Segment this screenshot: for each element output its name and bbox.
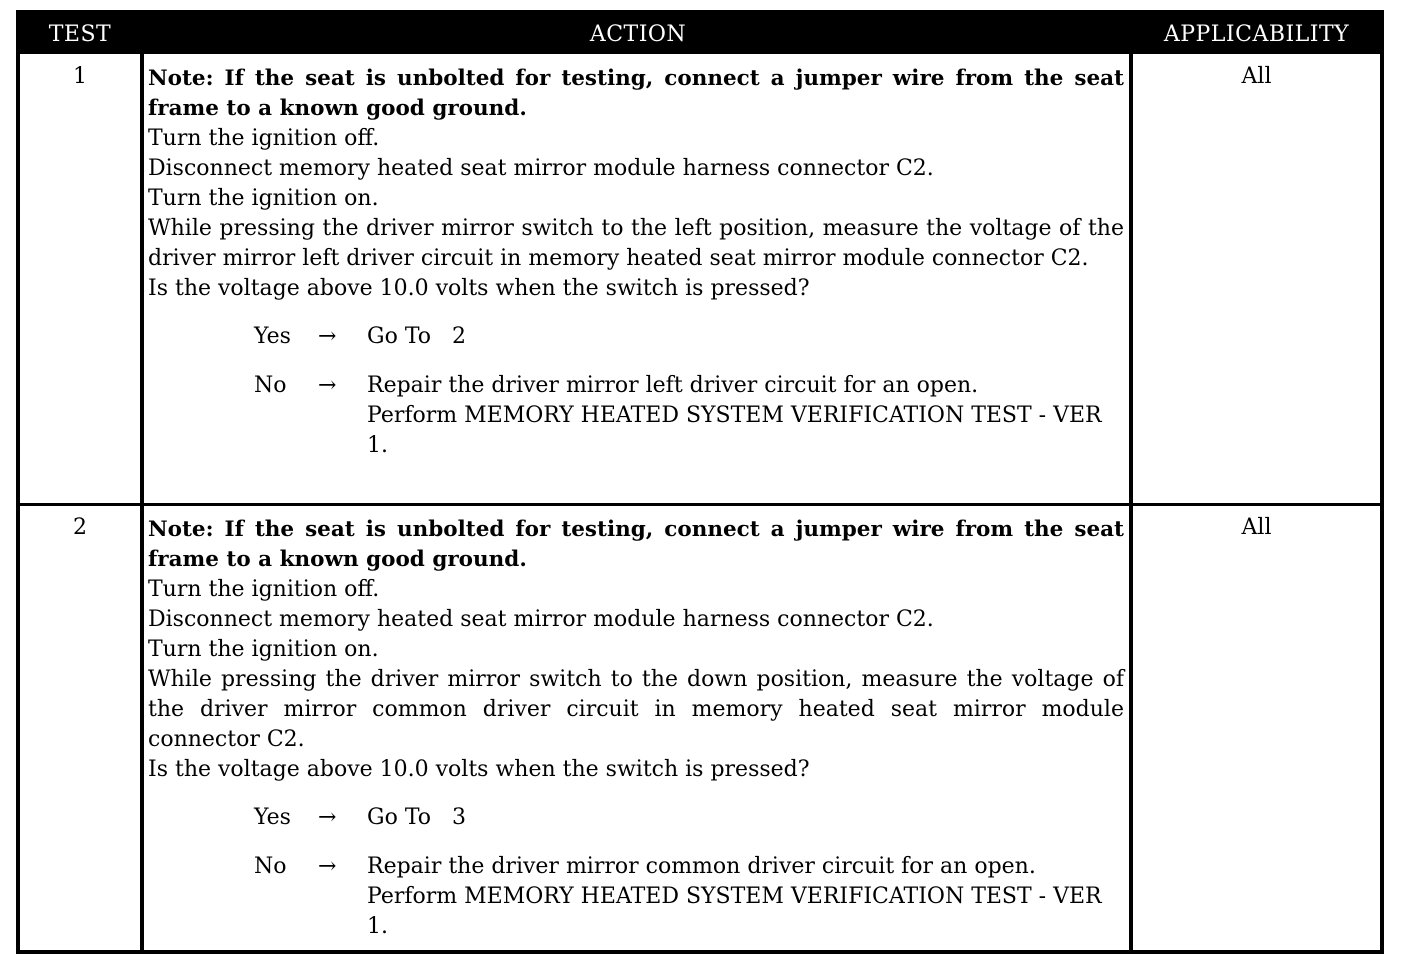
note-text: Note: If the seat is unbolted for testing, connect a jumper wire from the seat frame to a known good ground. [148,517,1124,572]
yes-branch [148,322,1124,352]
arrow-icon: → [318,373,337,398]
note-text: Note: If the seat is unbolted for testing, connect a jumper wire from the seat frame to a known good ground. [148,66,1124,121]
arrow-icon: → [318,324,337,349]
action-cell [148,64,1124,480]
step-text: Turn the ignition on. [148,186,379,211]
answer-branches [148,322,1124,461]
yes-result: Go To 2 [367,324,466,349]
step-text: Disconnect memory heated seat mirror module harness connector C2. [148,156,934,181]
step-text: While pressing the driver mirror switch to the left position, measure the voltage of the driver mirror left driver circuit in memory heated seat mirror module connector C2. [148,216,1124,271]
no-result-repair: Repair the driver mirror left driver circuit for an open. [367,373,979,398]
answer-branches [148,803,1124,942]
table-row [20,505,1380,950]
yes-label: Yes [254,324,291,349]
question-text: Is the voltage above 10.0 volts when the switch is pressed? [148,276,810,301]
step-text: Turn the ignition off. [148,126,380,151]
test-number: 1 [73,64,87,89]
action-cell [148,515,1124,961]
yes-branch [148,803,1124,833]
arrow-icon: → [318,805,337,830]
no-branch [148,852,1124,942]
no-label: No [254,854,287,879]
applicability-value: All [1241,64,1272,89]
yes-result: Go To 3 [367,805,466,830]
no-result-verify: Perform MEMORY HEATED SYSTEM VERIFICATION TEST - VER 1. [367,884,1102,939]
step-text: While pressing the driver mirror switch to the down position, measure the voltage of the driver mirror common driver circuit in memory heated seat mirror module connector C2. [148,667,1124,752]
step-text: Turn the ignition on. [148,637,379,662]
no-result-verify: Perform MEMORY HEATED SYSTEM VERIFICATION TEST - VER 1. [367,403,1102,458]
no-label: No [254,373,287,398]
column-header-test: TEST [48,22,112,47]
question-text: Is the voltage above 10.0 volts when the switch is pressed? [148,757,810,782]
no-branch [148,371,1124,461]
applicability-value: All [1241,515,1272,540]
diagnostic-table [16,10,1384,954]
arrow-icon: → [318,854,337,879]
table-header [20,14,1380,54]
step-text: Disconnect memory heated seat mirror module harness connector C2. [148,607,934,632]
step-text: Turn the ignition off. [148,577,380,602]
column-header-applicability: APPLICABILITY [1163,22,1350,47]
yes-label: Yes [254,805,291,830]
table-row [20,54,1380,503]
column-header-action: ACTION [589,22,687,47]
no-result-repair: Repair the driver mirror common driver circuit for an open. [367,854,1036,879]
test-number: 2 [73,515,87,540]
